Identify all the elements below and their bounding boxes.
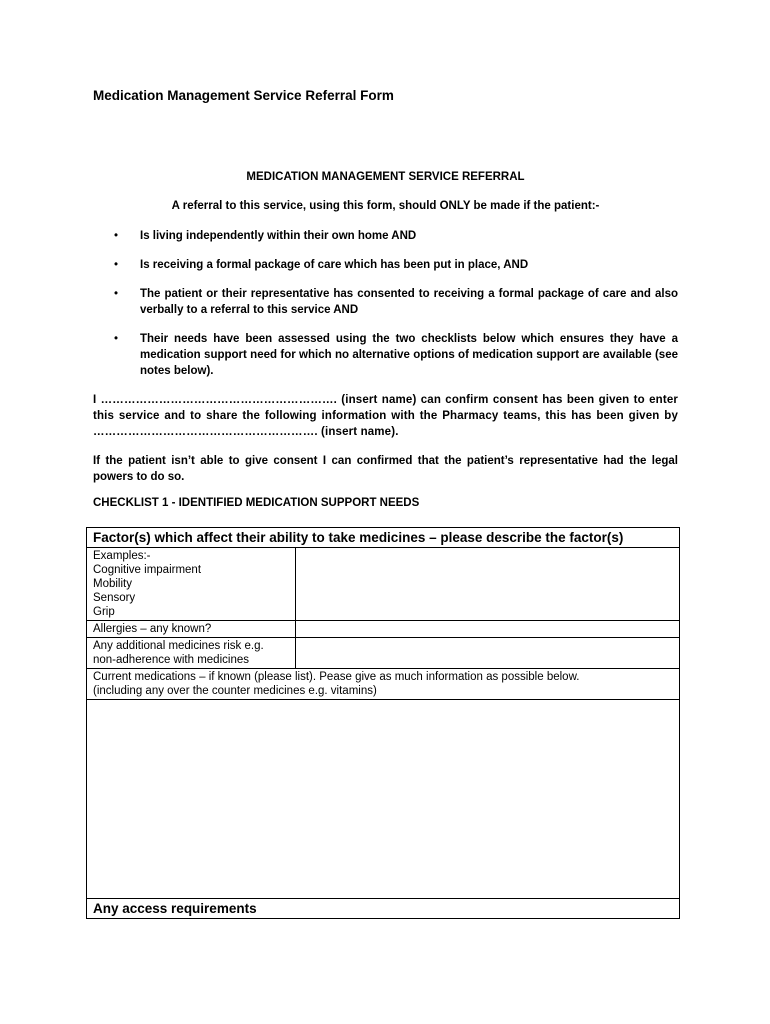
factor-header: Factor(s) which affect their ability to take medicines – please describe the factor(s)	[87, 528, 680, 548]
current-medications-cell	[87, 669, 680, 700]
criteria-text: Is living independently within their own home AND	[140, 230, 417, 242]
criteria-list	[93, 228, 678, 392]
criteria-text: Their needs have been assessed using the two checklists below which ensures they have a medication support need for which no alternative options of medication support are available (see notes below).	[140, 333, 678, 377]
current-medications-note: (including any over the counter medicines e.g. vitamins)	[93, 685, 377, 697]
table-row	[87, 548, 680, 621]
table-row	[87, 621, 680, 638]
criteria-item	[93, 228, 678, 244]
table-row	[87, 528, 680, 548]
current-medications-label: Current medications – if known (please list). Pease give as much information as possible below.	[93, 671, 580, 683]
table-row	[87, 899, 680, 919]
bullet-icon: •	[114, 259, 119, 271]
factors-entry-field[interactable]	[296, 548, 680, 621]
table-row	[87, 669, 680, 700]
additional-risk-cell	[87, 638, 296, 669]
bullet-icon: •	[114, 333, 119, 345]
criteria-item	[93, 286, 678, 318]
allergies-label: Allergies – any known?	[87, 621, 296, 638]
consent-statement: I ……………………………………………………. (insert name) can confirm consent has been given to enter this service and to share the following information with the Pharmacy teams, this has been given by …………………………………………………. (insert name).	[93, 394, 678, 438]
support-needs-table	[86, 527, 680, 919]
table-row	[87, 638, 680, 669]
patient-consent-note: If the patient isn’t able to give consent I can confirmed that the patient’s representative had the legal powers to do so.	[93, 455, 678, 483]
criteria-text: The patient or their representative has consented to receiving a formal package of care and also verbally to a referral to this service AND	[140, 288, 678, 316]
criteria-item	[93, 331, 678, 379]
bullet-icon: •	[114, 230, 119, 242]
checklist-title: CHECKLIST 1 - IDENTIFIED MEDICATION SUPPORT NEEDS	[93, 497, 420, 509]
example-item: Grip	[93, 606, 115, 618]
criteria-text: Is receiving a formal package of care which has been put in place, AND	[140, 259, 529, 271]
example-item: Cognitive impairment	[93, 564, 202, 576]
additional-risk-label: non-adherence with medicines	[93, 654, 249, 666]
referral-intro: A referral to this service, using this form, should ONLY be made if the patient:-	[171, 200, 600, 212]
form-heading: MEDICATION MANAGEMENT SERVICE REFERRAL	[246, 171, 525, 183]
document-title: Medication Management Service Referral Form	[93, 88, 394, 103]
access-requirements-header: Any access requirements	[87, 899, 680, 919]
allergies-entry-field[interactable]	[296, 621, 680, 638]
example-item: Sensory	[93, 592, 136, 604]
additional-risk-entry-field[interactable]	[296, 638, 680, 669]
examples-label: Examples:-	[93, 550, 151, 562]
examples-cell	[87, 548, 296, 621]
additional-risk-label: Any additional medicines risk e.g.	[93, 640, 264, 652]
criteria-item	[93, 257, 678, 273]
table-row	[87, 700, 680, 899]
current-medications-entry-field[interactable]	[87, 700, 680, 899]
bullet-icon: •	[114, 288, 119, 300]
example-item: Mobility	[93, 578, 132, 590]
